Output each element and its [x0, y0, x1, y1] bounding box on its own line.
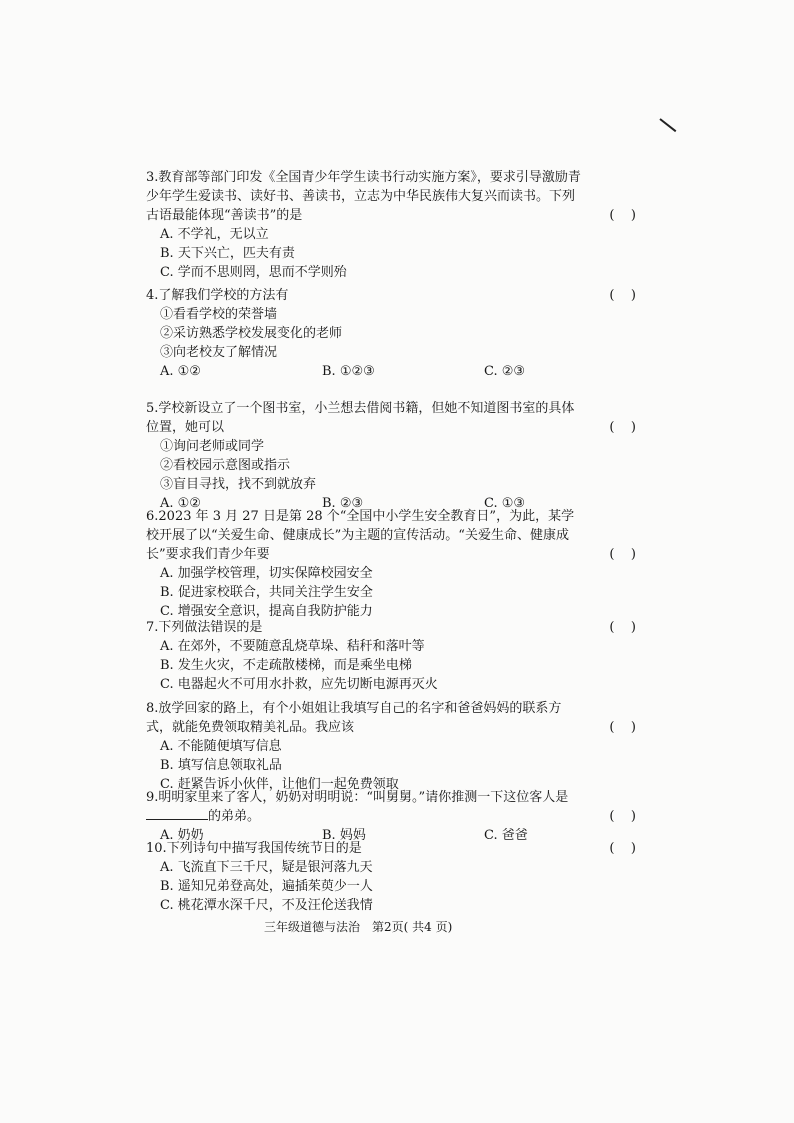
answer-parentheses[interactable]: ( ): [609, 720, 636, 735]
question-8: [146, 699, 646, 794]
question-stem: [146, 618, 646, 637]
choice-option: A. ①②: [160, 364, 201, 379]
option-item: B. 发生火灾，不走疏散楼梯，而是乘坐电梯: [160, 658, 412, 673]
option-item: C. 赶紧告诉小伙伴，让他们一起免费领取: [160, 777, 399, 792]
scan-mark: [659, 118, 676, 132]
question-number: 7.: [146, 620, 159, 635]
answer-blank[interactable]: [146, 807, 208, 820]
question-10: [146, 839, 646, 915]
question-number: 9.: [146, 790, 159, 805]
choice-option: C. ①③: [484, 496, 526, 511]
option-item: ③向老校友了解情况: [160, 345, 278, 360]
page-footer: 三年级道德与法治 第2页( 共4 页): [264, 920, 453, 934]
question-text: 了解我们学校的方法有: [158, 288, 289, 303]
question-stem: [146, 788, 646, 826]
question-text: 学校新设立了一个图书室，小兰想去借阅书籍，但她不知道图书室的具体位置，她可以: [146, 401, 575, 435]
question-stem: [146, 507, 646, 564]
question-number: 3.: [146, 170, 159, 185]
choice-option: A. 奶奶: [160, 828, 204, 843]
question-number: 6.: [146, 509, 159, 524]
choice-option: C. 爸爸: [484, 828, 528, 843]
option-item: ②看校园示意图或指示: [160, 458, 291, 473]
question-7: [146, 618, 646, 694]
option-item: ②采访熟悉学校发展变化的老师: [160, 326, 343, 341]
question-stem: [146, 168, 646, 225]
question-text: 放学回家的路上，有个小姐姐让我填写自己的名字和爸爸妈妈的联系方式，就能免费领取精美礼品。我应该: [146, 701, 562, 735]
option-item: ①看看学校的荣誉墙: [160, 307, 278, 322]
question-6: [146, 507, 646, 621]
option-item: B. 促进家校联合，共同关注学生安全: [160, 585, 373, 600]
answer-parentheses[interactable]: ( ): [609, 420, 636, 435]
question-stem: [146, 839, 646, 858]
option-item: C. 增强安全意识，提高自我防护能力: [160, 604, 373, 619]
answer-parentheses[interactable]: ( ): [609, 809, 636, 824]
option-item: A. 飞流直下三千尺，疑是银河落九天: [160, 860, 373, 875]
option-item: B. 遥知兄弟登高处，遍插茱萸少一人: [160, 879, 373, 894]
question-3: [146, 168, 646, 282]
choice-option: B. 妈妈: [322, 828, 366, 843]
choice-option: B. ②③: [322, 496, 364, 511]
question-text: 下列诗句中描写我国传统节日的是: [166, 841, 362, 856]
question-number: 4.: [146, 288, 159, 303]
question-text: 教育部等部门印发《全国青少年学生读书行动实施方案》，要求引导激励青少年学生爱读书、读好书、善读书，立志为中华民族伟大复兴而读书。下列古语最能体现“善读书”的是: [146, 170, 581, 223]
option-item: B. 填写信息领取礼品: [160, 758, 282, 773]
option-item: C. 学而不思则罔，思而不学则殆: [160, 265, 347, 280]
option-item: B. 天下兴亡，匹夫有责: [160, 246, 295, 261]
question-stem: [146, 286, 646, 305]
choice-row: [146, 362, 646, 381]
question-9: [146, 788, 646, 845]
question-text-continued: 的弟弟。: [208, 809, 261, 824]
question-4: [146, 286, 646, 381]
question-number: 5.: [146, 401, 159, 416]
question-stem: [146, 699, 646, 737]
answer-parentheses[interactable]: ( ): [609, 547, 636, 562]
option-item: ①询问老师或同学: [160, 439, 265, 454]
choice-option: B. ①②③: [322, 364, 375, 379]
option-item: ③盲目寻找，找不到就放弃: [160, 477, 317, 492]
answer-parentheses[interactable]: ( ): [609, 288, 636, 303]
choice-option: A. ①②: [160, 496, 201, 511]
answer-parentheses[interactable]: ( ): [609, 620, 636, 635]
question-5: [146, 399, 646, 513]
question-text: 2023 年 3 月 27 日是第 28 个“全国中小学生安全教育日”，为此，某学校开展了以“关爱生命、健康成长”为主题的宣传活动。“关爱生命、健康成长”要求我们青少年要: [146, 509, 575, 562]
option-item: A. 不学礼，无以立: [160, 227, 269, 242]
option-item: A. 不能随便填写信息: [160, 739, 282, 754]
answer-parentheses[interactable]: ( ): [609, 208, 636, 223]
question-number: 10.: [146, 841, 167, 856]
question-text: 下列做法错误的是: [158, 620, 263, 635]
option-item: C. 桃花潭水深千尺，不及汪伦送我情: [160, 898, 373, 913]
question-number: 8.: [146, 701, 159, 716]
question-text: 明明家里来了客人，奶奶对明明说：“叫舅舅。”请你推测一下这位客人是: [158, 790, 569, 805]
option-item: A. 在郊外，不要随意乱烧草垛、秸秆和落叶等: [160, 639, 425, 654]
answer-parentheses[interactable]: ( ): [609, 841, 636, 856]
question-stem: [146, 399, 646, 437]
choice-option: C. ②③: [484, 364, 526, 379]
option-item: C. 电器起火不可用水扑救，应先切断电源再灭火: [160, 677, 438, 692]
option-item: A. 加强学校管理，切实保障校园安全: [160, 566, 373, 581]
